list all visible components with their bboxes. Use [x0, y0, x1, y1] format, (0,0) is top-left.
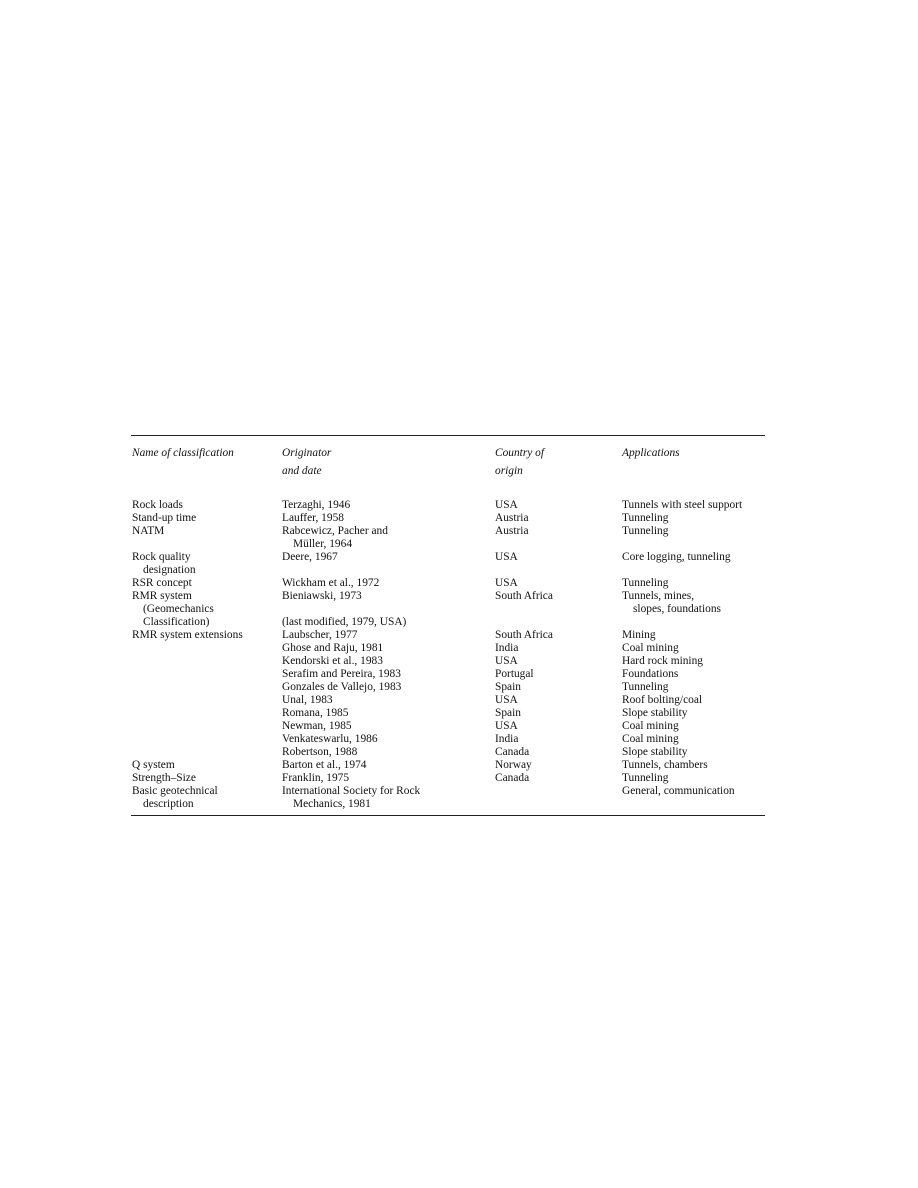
- cell-country: [494, 785, 621, 815]
- cell-line: India: [495, 733, 519, 745]
- cell-line: [132, 642, 281, 655]
- cell-name: [131, 707, 281, 720]
- table-row: [131, 551, 765, 577]
- table-header: [131, 436, 765, 489]
- cell-line: NATM: [132, 525, 165, 537]
- cell-line: Tunnels with steel support: [622, 499, 743, 511]
- table-row: [131, 590, 765, 629]
- cell-line: Basic geotechnical: [132, 785, 218, 797]
- header-line: Country of: [495, 447, 545, 459]
- cell-line: Spain: [495, 681, 521, 693]
- cell-line: Terzaghi, 1946: [282, 499, 351, 511]
- cell-name: [131, 668, 281, 681]
- cell-country: [494, 681, 621, 694]
- cell-country: [494, 489, 621, 512]
- cell-line: Rock quality: [132, 551, 191, 563]
- cell-country: [494, 512, 621, 525]
- cell-applications: [621, 772, 765, 785]
- cell-name: [131, 655, 281, 668]
- cell-line: Deere, 1967: [282, 551, 338, 563]
- cell-name: [131, 759, 281, 772]
- cell-line: Tunneling: [622, 681, 669, 693]
- cell-originator: [281, 590, 494, 629]
- cell-line: Portugal: [495, 668, 534, 680]
- header-line: origin: [495, 465, 523, 477]
- cell-line: Kendorski et al., 1983: [282, 655, 383, 667]
- cell-line: slopes, foundations: [633, 603, 721, 615]
- cell-applications: [621, 577, 765, 590]
- cell-name: [131, 746, 281, 759]
- cell-applications: [621, 681, 765, 694]
- header-name: [131, 436, 281, 489]
- cell-line: Core logging, tunneling: [622, 551, 731, 563]
- cell-line: International Society for Rock: [282, 785, 421, 797]
- cell-country: [494, 551, 621, 577]
- cell-originator: [281, 746, 494, 759]
- cell-name: [131, 772, 281, 785]
- table-row: [131, 694, 765, 707]
- cell-line: Rock loads: [132, 499, 183, 511]
- cell-applications: [621, 746, 765, 759]
- table-row: [131, 577, 765, 590]
- cell-line: Mechanics, 1981: [293, 798, 371, 810]
- cell-country: [494, 655, 621, 668]
- cell-line: Coal mining: [622, 733, 679, 745]
- cell-line: Strength–Size: [132, 772, 196, 784]
- cell-line: Robertson, 1988: [282, 746, 358, 758]
- table-row: [131, 772, 765, 785]
- cell-name: [131, 681, 281, 694]
- cell-line: Barton et al., 1974: [282, 759, 367, 771]
- cell-line: RMR system: [132, 590, 192, 602]
- cell-applications: [621, 707, 765, 720]
- table-row: [131, 512, 765, 525]
- cell-country: [494, 525, 621, 551]
- cell-applications: [621, 694, 765, 707]
- bottom-rule: [131, 815, 765, 816]
- cell-line: Tunneling: [622, 577, 669, 589]
- cell-country: [494, 759, 621, 772]
- cell-line: General, communication: [622, 785, 735, 797]
- cell-line: Tunneling: [622, 512, 669, 524]
- cell-name: [131, 642, 281, 655]
- table-row: [131, 489, 765, 512]
- cell-originator: [281, 759, 494, 772]
- cell-applications: [621, 512, 765, 525]
- cell-applications: [621, 668, 765, 681]
- cell-originator: [281, 629, 494, 642]
- cell-line: India: [495, 642, 519, 654]
- cell-name: [131, 694, 281, 707]
- cell-line: [132, 694, 281, 707]
- cell-name: [131, 489, 281, 512]
- header-line: Applications: [622, 447, 680, 459]
- cell-name: [131, 551, 281, 577]
- cell-line: USA: [495, 655, 518, 667]
- cell-originator: [281, 525, 494, 551]
- cell-applications: [621, 525, 765, 551]
- cell-originator: [281, 681, 494, 694]
- cell-line: [132, 655, 281, 668]
- header-line: Name of classification: [132, 447, 234, 459]
- cell-line: Bieniawski, 1973: [282, 590, 362, 602]
- cell-line: Coal mining: [622, 642, 679, 654]
- cell-originator: [281, 642, 494, 655]
- cell-originator: [281, 551, 494, 577]
- cell-applications: [621, 642, 765, 655]
- cell-country: [494, 668, 621, 681]
- cell-line: Tunneling: [622, 772, 669, 784]
- cell-name: [131, 590, 281, 629]
- cell-country: [494, 577, 621, 590]
- cell-line: Coal mining: [622, 720, 679, 732]
- cell-originator: [281, 785, 494, 815]
- cell-originator: [281, 489, 494, 512]
- table-body: [131, 436, 765, 815]
- cell-applications: [621, 759, 765, 772]
- cell-line: [132, 681, 281, 694]
- cell-applications: [621, 655, 765, 668]
- cell-country: [494, 590, 621, 629]
- cell-line: Slope stability: [622, 746, 688, 758]
- cell-name: [131, 577, 281, 590]
- cell-line: Slope stability: [622, 707, 688, 719]
- table-row: [131, 759, 765, 772]
- classification-table: [131, 435, 765, 816]
- cell-line: [132, 733, 281, 746]
- cell-line: Müller, 1964: [293, 538, 353, 550]
- cell-line: Laubscher, 1977: [282, 629, 358, 641]
- cell-name: [131, 629, 281, 642]
- cell-applications: [621, 489, 765, 512]
- cell-line: [132, 668, 281, 681]
- cell-line: South Africa: [495, 629, 553, 641]
- table-row: [131, 642, 765, 655]
- cell-line: Serafim and Pereira, 1983: [282, 668, 401, 680]
- cell-name: [131, 720, 281, 733]
- cell-originator: [281, 720, 494, 733]
- table-row: [131, 746, 765, 759]
- cell-line: [282, 603, 494, 616]
- header-row: [131, 436, 765, 489]
- cell-applications: [621, 629, 765, 642]
- cell-line: Foundations: [622, 668, 679, 680]
- cell-line: [495, 785, 621, 798]
- cell-line: [132, 746, 281, 759]
- cell-originator: [281, 512, 494, 525]
- cell-applications: [621, 590, 765, 629]
- cell-line: Mining: [622, 629, 656, 641]
- cell-line: Q system: [132, 759, 175, 771]
- cell-line: Franklin, 1975: [282, 772, 350, 784]
- cell-name: [131, 733, 281, 746]
- cell-line: USA: [495, 577, 518, 589]
- cell-line: Canada: [495, 746, 530, 758]
- cell-line: USA: [495, 499, 518, 511]
- cell-line: Wickham et al., 1972: [282, 577, 380, 589]
- cell-originator: [281, 772, 494, 785]
- cell-line: Roof bolting/coal: [622, 694, 703, 706]
- cell-line: designation: [143, 564, 196, 576]
- header-applications: [621, 436, 765, 489]
- cell-line: [132, 720, 281, 733]
- cell-line: Stand-up time: [132, 512, 197, 524]
- header-originator: [281, 436, 494, 489]
- cell-applications: [621, 733, 765, 746]
- cell-country: [494, 720, 621, 733]
- cell-applications: [621, 720, 765, 733]
- cell-originator: [281, 655, 494, 668]
- cell-line: Classification): [143, 616, 210, 628]
- cell-line: Romana, 1985: [282, 707, 349, 719]
- cell-line: USA: [495, 694, 518, 706]
- cell-line: RMR system extensions: [132, 629, 243, 641]
- cell-line: USA: [495, 720, 518, 732]
- table-row: [131, 668, 765, 681]
- table-row: [131, 681, 765, 694]
- cell-originator: [281, 707, 494, 720]
- table-row: [131, 525, 765, 551]
- cell-applications: [621, 551, 765, 577]
- cell-name: [131, 512, 281, 525]
- table-row: [131, 733, 765, 746]
- cell-line: (Geomechanics: [143, 603, 214, 615]
- cell-line: Austria: [495, 525, 529, 537]
- table-row: [131, 785, 765, 815]
- cell-line: South Africa: [495, 590, 553, 602]
- cell-line: RSR concept: [132, 577, 192, 589]
- cell-line: Tunnels, mines,: [622, 590, 695, 602]
- cell-line: Hard rock mining: [622, 655, 703, 667]
- cell-country: [494, 642, 621, 655]
- table-row: [131, 707, 765, 720]
- cell-country: [494, 772, 621, 785]
- cell-line: (last modified, 1979, USA): [282, 616, 407, 628]
- cell-line: Newman, 1985: [282, 720, 352, 732]
- header-line: Originator: [282, 447, 332, 459]
- table-row: [131, 629, 765, 642]
- cell-line: [132, 707, 281, 720]
- header-country: [494, 436, 621, 489]
- cell-line: Venkateswarlu, 1986: [282, 733, 378, 745]
- cell-originator: [281, 733, 494, 746]
- cell-line: Rabcewicz, Pacher and: [282, 525, 388, 537]
- cell-name: [131, 525, 281, 551]
- cell-line: Ghose and Raju, 1981: [282, 642, 384, 654]
- cell-line: Spain: [495, 707, 521, 719]
- cell-name: [131, 785, 281, 815]
- cell-line: Tunnels, chambers: [622, 759, 708, 771]
- cell-originator: [281, 577, 494, 590]
- header-line: and date: [282, 465, 322, 477]
- cell-line: Canada: [495, 772, 530, 784]
- cell-originator: [281, 668, 494, 681]
- cell-country: [494, 694, 621, 707]
- cell-line: Austria: [495, 512, 529, 524]
- cell-line: Lauffer, 1958: [282, 512, 344, 524]
- cell-country: [494, 707, 621, 720]
- cell-line: Gonzales de Vallejo, 1983: [282, 681, 402, 693]
- cell-originator: [281, 694, 494, 707]
- cell-line: Tunneling: [622, 525, 669, 537]
- table-row: [131, 720, 765, 733]
- cell-line: Norway: [495, 759, 532, 771]
- cell-country: [494, 733, 621, 746]
- cell-line: USA: [495, 551, 518, 563]
- cell-country: [494, 629, 621, 642]
- table-rows: [131, 489, 765, 815]
- cell-line: description: [143, 798, 194, 810]
- cell-country: [494, 746, 621, 759]
- table-row: [131, 655, 765, 668]
- cell-applications: [621, 785, 765, 815]
- cell-line: Unal, 1983: [282, 694, 333, 706]
